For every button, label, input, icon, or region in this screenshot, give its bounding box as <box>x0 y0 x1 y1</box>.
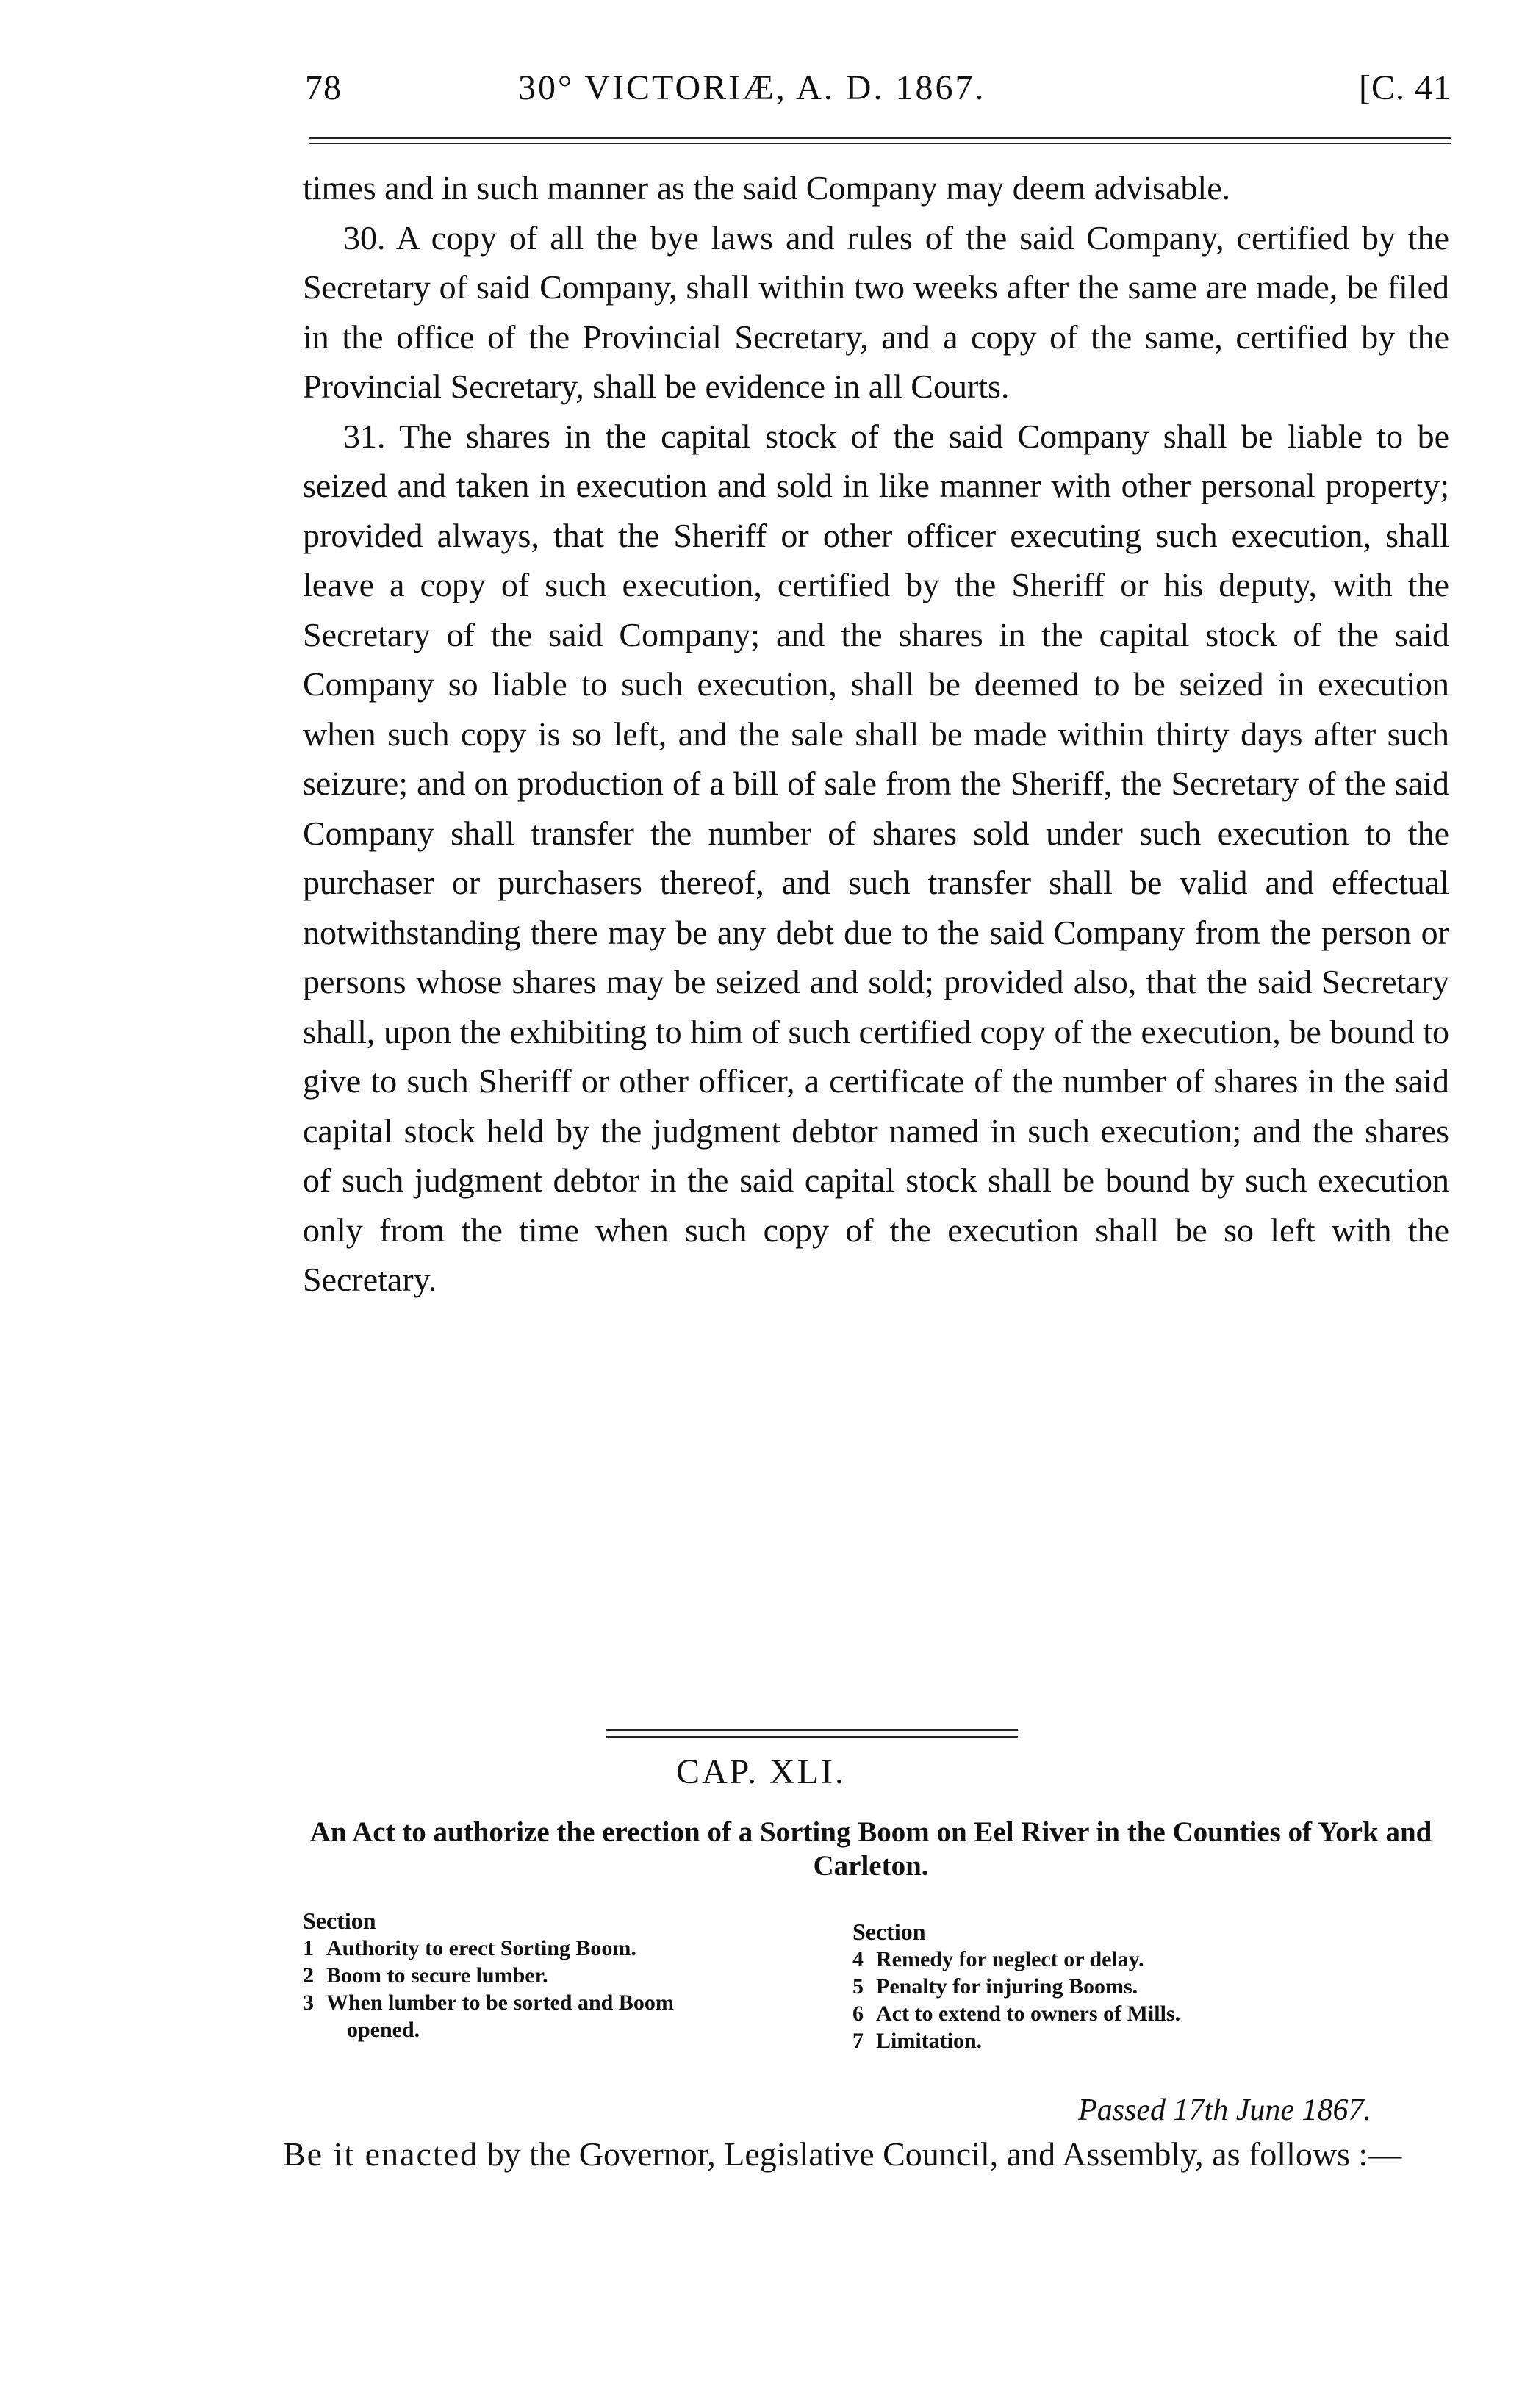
running-title: 30° VICTORIÆ, A. D. 1867. <box>518 68 986 107</box>
enacting-rest: by the Governor, Legislative Council, and Assembly, as follows :— <box>487 2135 1402 2173</box>
toc-item <box>303 1989 861 2016</box>
chapter-heading: CAP. XLI. <box>675 1752 847 1791</box>
toc-item-number: 2 <box>303 1963 314 1988</box>
toc-item-text: Limitation. <box>876 2029 983 2053</box>
chapter-reference: [C. 41 <box>1359 68 1451 107</box>
passed-date: Passed 17th June 1867. <box>1078 2093 1371 2127</box>
toc-header: Section <box>303 1907 376 1934</box>
enacting-clause <box>283 2132 1429 2177</box>
header-rule <box>309 137 1451 144</box>
toc-right-column <box>852 1918 1440 2054</box>
toc-item-text: Authority to erect Sorting Boom. <box>326 1936 636 1960</box>
toc-item-number: 1 <box>303 1936 314 1960</box>
toc-item-number: 7 <box>852 2029 864 2053</box>
section-31: 31. The shares in the capital stock of the said Company shall be liable to be seized and taken in execution and sold in like manner with other personal property; provided always, that the Sheriff or other officer executing such execution, shall leave a copy of such execution, certified by the Sheriff or his deputy, with the Secretary of the said Company; and the shares in the capital stock of the said Company so liable to such execution, shall be deemed to be seized in execution when such copy is so left, and the sale shall be made within thirty days after such seizure; and on production of a bill of sale from the Sheriff, the Secretary of the said Company shall transfer the number of shares sold under such execution to the purchaser or purchasers thereof, and such transfer shall be valid and effectual notwithstanding there may be any debt due to the said Company from the person or persons whose shares may be seized and sold; provided also, that the said Secretary shall, upon the exhibiting to him of such certified copy of the execution, be bound to give to such Sheriff or other officer, a certificate of the number of shares in the said capital stock held by the judgment debtor named in such execution; and the shares of such judgment debtor in the said capital stock shall be bound by such execution only from the time when such copy of the execution shall be so left with the Secretary. <box>303 417 1449 1298</box>
chapter-divider-second <box>606 1736 1018 1738</box>
toc-item-number: 4 <box>852 1947 864 1971</box>
toc-item <box>852 2027 1440 2054</box>
toc-header: Section <box>852 1918 926 1945</box>
toc-item-continuation: opened. <box>347 2018 420 2042</box>
toc-item <box>303 1962 861 1989</box>
running-header <box>305 68 1451 126</box>
toc-item-text: Act to extend to owners of Mills. <box>876 2002 1181 2026</box>
toc-item-text: Remedy for neglect or delay. <box>876 1947 1144 1971</box>
toc-item <box>303 1935 861 1962</box>
section-30: 30. A copy of all the bye laws and rules of the said Company, certified by the Secretary of said Company, shall within two weeks after the same are made, be filed in the office of the Provincial Secretary, and a copy of the same, certified by the Provincial Secretary, shall be evidence in all Courts. <box>303 218 1449 405</box>
toc-item-text: Penalty for injuring Booms. <box>876 1974 1138 1999</box>
paragraph-continuation: times and in such manner as the said Company may deem advisable. <box>303 169 1231 207</box>
section-text <box>303 163 1449 1305</box>
toc-item-number: 6 <box>852 2002 864 2026</box>
toc-item <box>852 1973 1440 2000</box>
toc-item-text: When lumber to be sorted and Boom <box>326 1990 674 2015</box>
chapter-divider <box>606 1729 1018 1731</box>
toc-item-number: 5 <box>852 1974 864 1999</box>
toc-item <box>852 2000 1440 2027</box>
page-number: 78 <box>305 68 342 107</box>
toc-item-number: 3 <box>303 1990 314 2015</box>
act-title: An Act to authorize the erection of a Sorting Boom on Eel River in the Counties of York and Carleton. <box>309 1816 1432 1882</box>
toc-item-text: Boom to secure lumber. <box>326 1963 548 1988</box>
toc-item <box>852 1946 1440 1973</box>
enacting-lead: Be it enacted <box>283 2135 479 2173</box>
toc-left-column <box>303 1907 861 2043</box>
